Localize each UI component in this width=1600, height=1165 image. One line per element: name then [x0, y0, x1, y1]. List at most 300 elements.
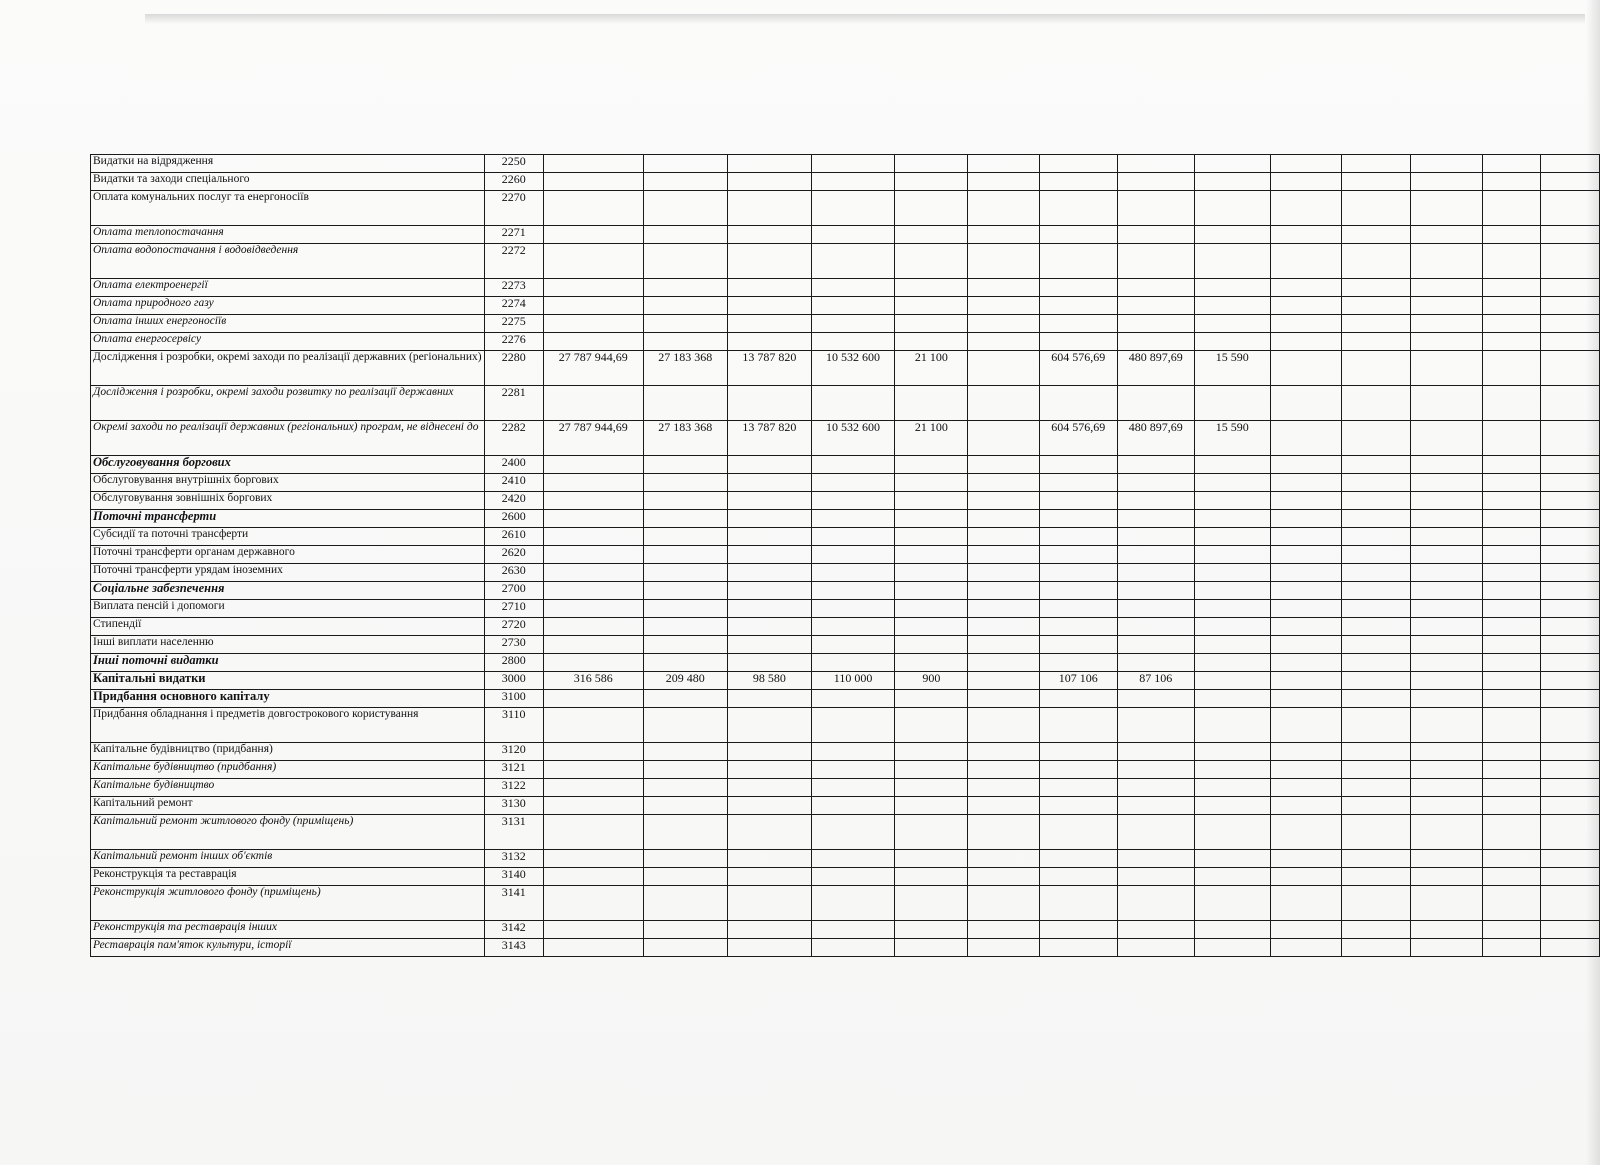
row-code-cell: 2600 — [484, 510, 543, 528]
value-cell — [895, 743, 968, 761]
value-cell — [1117, 279, 1194, 297]
table-row — [91, 921, 1600, 939]
value-cell — [1194, 600, 1270, 618]
value-cell — [728, 226, 812, 244]
value-cell — [1341, 939, 1410, 957]
value-cell — [1411, 297, 1482, 315]
value-cell — [1117, 546, 1194, 564]
row-name-cell: Реконструкція та реставрація інших — [91, 921, 485, 939]
value-cell — [1117, 636, 1194, 654]
value-cell — [1194, 279, 1270, 297]
row-name-cell: Соціальне забезпечення — [91, 582, 485, 600]
value-cell — [728, 279, 812, 297]
value-cell — [1540, 672, 1599, 690]
row-name-cell: Капітальний ремонт житлового фонду (приміщень) — [91, 815, 485, 850]
value-cell — [1039, 939, 1117, 957]
row-code-cell: 2700 — [484, 582, 543, 600]
row-name-cell: Видатки на відрядження — [91, 155, 485, 173]
value-cell — [1270, 690, 1341, 708]
value-cell — [1341, 492, 1410, 510]
table-row — [91, 779, 1600, 797]
table-row — [91, 226, 1600, 244]
value-cell — [643, 510, 728, 528]
value-cell — [968, 297, 1039, 315]
value-cell — [1411, 456, 1482, 474]
row-name-cell: Придбання обладнання і предметів довгострокового користування — [91, 708, 485, 743]
value-cell: 27 183 368 — [643, 351, 728, 386]
value-cell — [1540, 690, 1599, 708]
table-row — [91, 297, 1600, 315]
value-cell — [968, 618, 1039, 636]
value-cell — [728, 155, 812, 173]
value-cell — [728, 528, 812, 546]
value-cell — [543, 546, 643, 564]
value-cell — [1411, 279, 1482, 297]
value-cell — [1482, 191, 1540, 226]
value-cell — [1482, 815, 1540, 850]
value-cell — [643, 456, 728, 474]
value-cell — [1411, 600, 1482, 618]
value-cell — [543, 173, 643, 191]
row-code-cell: 2610 — [484, 528, 543, 546]
value-cell: 15 590 — [1194, 351, 1270, 386]
value-cell — [811, 528, 895, 546]
value-cell — [895, 155, 968, 173]
value-cell — [543, 921, 643, 939]
row-code-cell: 3110 — [484, 708, 543, 743]
value-cell — [1194, 850, 1270, 868]
value-cell — [1341, 386, 1410, 421]
value-cell — [811, 226, 895, 244]
row-code-cell: 2410 — [484, 474, 543, 492]
row-name-cell: Оплата водопостачання і водовідведення — [91, 244, 485, 279]
value-cell — [1482, 690, 1540, 708]
value-cell — [1194, 708, 1270, 743]
value-cell — [895, 510, 968, 528]
value-cell — [543, 279, 643, 297]
value-cell — [968, 546, 1039, 564]
row-name-cell: Дослідження і розробки, окремі заходи розвитку по реалізації державних — [91, 386, 485, 421]
value-cell: 604 576,69 — [1039, 351, 1117, 386]
table-row — [91, 672, 1600, 690]
value-cell — [1341, 456, 1410, 474]
row-name-cell: Капітальне будівництво (придбання) — [91, 743, 485, 761]
value-cell — [1341, 421, 1410, 456]
value-cell — [968, 779, 1039, 797]
value-cell — [728, 492, 812, 510]
value-cell — [1039, 868, 1117, 886]
value-cell — [1270, 850, 1341, 868]
value-cell — [811, 743, 895, 761]
value-cell — [728, 244, 812, 279]
table-row — [91, 474, 1600, 492]
value-cell: 13 787 820 — [728, 421, 812, 456]
value-cell — [1540, 582, 1599, 600]
row-name-cell: Капітальний ремонт інших об'єктів — [91, 850, 485, 868]
value-cell — [1482, 279, 1540, 297]
value-cell — [728, 474, 812, 492]
table-row — [91, 315, 1600, 333]
value-cell — [1117, 815, 1194, 850]
table-row — [91, 528, 1600, 546]
value-cell — [543, 761, 643, 779]
value-cell — [1540, 939, 1599, 957]
value-cell — [1411, 173, 1482, 191]
value-cell — [968, 386, 1039, 421]
value-cell — [1540, 797, 1599, 815]
row-code-cell: 3143 — [484, 939, 543, 957]
value-cell — [895, 886, 968, 921]
value-cell — [1540, 564, 1599, 582]
value-cell — [728, 761, 812, 779]
value-cell — [1270, 474, 1341, 492]
value-cell — [1482, 582, 1540, 600]
value-cell — [543, 333, 643, 351]
value-cell — [1270, 636, 1341, 654]
value-cell — [1117, 191, 1194, 226]
value-cell — [895, 492, 968, 510]
value-cell — [728, 921, 812, 939]
value-cell — [968, 510, 1039, 528]
value-cell — [1540, 333, 1599, 351]
value-cell: 110 000 — [811, 672, 895, 690]
value-cell — [968, 600, 1039, 618]
value-cell — [1540, 886, 1599, 921]
value-cell — [811, 155, 895, 173]
value-cell — [811, 244, 895, 279]
value-cell — [895, 761, 968, 779]
row-code-cell: 3141 — [484, 886, 543, 921]
value-cell — [728, 815, 812, 850]
value-cell — [543, 939, 643, 957]
table-row — [91, 761, 1600, 779]
value-cell — [895, 815, 968, 850]
value-cell — [543, 244, 643, 279]
value-cell — [1411, 708, 1482, 743]
value-cell — [1411, 492, 1482, 510]
value-cell — [1039, 546, 1117, 564]
row-code-cell: 2270 — [484, 191, 543, 226]
value-cell — [1194, 743, 1270, 761]
value-cell — [543, 886, 643, 921]
value-cell — [1117, 743, 1194, 761]
value-cell — [1482, 528, 1540, 546]
value-cell — [811, 492, 895, 510]
row-code-cell: 2730 — [484, 636, 543, 654]
value-cell — [1194, 226, 1270, 244]
value-cell — [1540, 297, 1599, 315]
value-cell — [1341, 510, 1410, 528]
value-cell — [728, 315, 812, 333]
row-code-cell: 2276 — [484, 333, 543, 351]
value-cell — [643, 779, 728, 797]
value-cell — [1039, 244, 1117, 279]
value-cell — [543, 815, 643, 850]
value-cell — [728, 886, 812, 921]
value-cell — [895, 850, 968, 868]
value-cell — [1540, 528, 1599, 546]
value-cell — [728, 690, 812, 708]
value-cell — [811, 690, 895, 708]
value-cell — [1117, 386, 1194, 421]
row-name-cell: Капітальні видатки — [91, 672, 485, 690]
value-cell — [1341, 528, 1410, 546]
value-cell — [1341, 546, 1410, 564]
table-row — [91, 690, 1600, 708]
value-cell — [1270, 421, 1341, 456]
value-cell — [968, 815, 1039, 850]
value-cell — [968, 761, 1039, 779]
value-cell — [728, 618, 812, 636]
value-cell — [895, 226, 968, 244]
table-row — [91, 850, 1600, 868]
value-cell — [1341, 850, 1410, 868]
value-cell — [643, 546, 728, 564]
value-cell — [1039, 582, 1117, 600]
value-cell — [1482, 654, 1540, 672]
value-cell — [895, 546, 968, 564]
value-cell — [1117, 779, 1194, 797]
value-cell: 87 106 — [1117, 672, 1194, 690]
value-cell: 209 480 — [643, 672, 728, 690]
value-cell — [1411, 226, 1482, 244]
value-cell — [1482, 921, 1540, 939]
value-cell — [1341, 743, 1410, 761]
value-cell — [1270, 582, 1341, 600]
row-name-cell: Стипендії — [91, 618, 485, 636]
value-cell — [1117, 333, 1194, 351]
value-cell — [1411, 850, 1482, 868]
value-cell — [1341, 921, 1410, 939]
value-cell — [1117, 315, 1194, 333]
value-cell — [728, 456, 812, 474]
row-code-cell: 2271 — [484, 226, 543, 244]
value-cell — [895, 244, 968, 279]
value-cell — [1270, 939, 1341, 957]
value-cell — [1482, 510, 1540, 528]
value-cell — [1039, 173, 1117, 191]
row-name-cell: Окремі заходи по реалізації державних (регіональних) програм, не віднесені до — [91, 421, 485, 456]
value-cell — [728, 546, 812, 564]
value-cell — [1540, 173, 1599, 191]
value-cell — [1270, 779, 1341, 797]
value-cell — [728, 386, 812, 421]
value-cell — [1194, 456, 1270, 474]
value-cell — [728, 297, 812, 315]
value-cell — [1341, 155, 1410, 173]
value-cell — [811, 510, 895, 528]
row-name-cell: Оплата інших енергоносіїв — [91, 315, 485, 333]
value-cell — [1482, 226, 1540, 244]
value-cell — [643, 155, 728, 173]
value-cell — [968, 155, 1039, 173]
value-cell: 27 787 944,69 — [543, 351, 643, 386]
row-code-cell: 3000 — [484, 672, 543, 690]
value-cell — [895, 708, 968, 743]
value-cell — [811, 297, 895, 315]
value-cell — [543, 297, 643, 315]
value-cell — [1039, 492, 1117, 510]
row-name-cell: Дослідження і розробки, окремі заходи по реалізації державних (регіональних) — [91, 351, 485, 386]
value-cell — [1039, 191, 1117, 226]
value-cell — [895, 333, 968, 351]
value-cell — [895, 654, 968, 672]
row-name-cell: Оплата комунальних послуг та енергоносіїв — [91, 191, 485, 226]
value-cell — [1039, 333, 1117, 351]
value-cell — [543, 315, 643, 333]
value-cell — [1194, 636, 1270, 654]
value-cell — [1194, 582, 1270, 600]
value-cell — [1270, 886, 1341, 921]
value-cell — [1341, 351, 1410, 386]
value-cell — [811, 600, 895, 618]
value-cell — [811, 618, 895, 636]
value-cell — [1540, 456, 1599, 474]
value-cell — [1039, 708, 1117, 743]
value-cell — [1117, 690, 1194, 708]
table-row — [91, 492, 1600, 510]
value-cell — [1540, 654, 1599, 672]
value-cell — [1540, 191, 1599, 226]
budget-expenditure-table — [90, 154, 1600, 957]
value-cell — [1411, 815, 1482, 850]
value-cell — [643, 815, 728, 850]
value-cell — [1341, 636, 1410, 654]
value-cell — [1341, 618, 1410, 636]
value-cell — [1270, 921, 1341, 939]
value-cell — [1039, 510, 1117, 528]
value-cell — [968, 474, 1039, 492]
value-cell: 107 106 — [1039, 672, 1117, 690]
row-code-cell: 3131 — [484, 815, 543, 850]
value-cell — [1482, 456, 1540, 474]
value-cell — [728, 333, 812, 351]
value-cell — [1482, 297, 1540, 315]
value-cell — [1117, 155, 1194, 173]
value-cell — [1411, 939, 1482, 957]
table-row — [91, 654, 1600, 672]
value-cell — [1194, 191, 1270, 226]
value-cell — [968, 690, 1039, 708]
value-cell — [1411, 546, 1482, 564]
value-cell — [1270, 761, 1341, 779]
value-cell — [811, 315, 895, 333]
table-row — [91, 600, 1600, 618]
value-cell — [811, 779, 895, 797]
value-cell — [1482, 600, 1540, 618]
value-cell — [1039, 279, 1117, 297]
value-cell — [543, 868, 643, 886]
value-cell — [1341, 226, 1410, 244]
value-cell — [895, 939, 968, 957]
row-name-cell: Капітальне будівництво (придбання) — [91, 761, 485, 779]
value-cell — [543, 386, 643, 421]
value-cell — [643, 654, 728, 672]
value-cell — [1341, 797, 1410, 815]
value-cell: 480 897,69 — [1117, 421, 1194, 456]
table-row — [91, 564, 1600, 582]
value-cell — [1117, 761, 1194, 779]
row-code-cell: 3122 — [484, 779, 543, 797]
value-cell — [895, 636, 968, 654]
value-cell — [1341, 333, 1410, 351]
row-code-cell: 2400 — [484, 456, 543, 474]
value-cell — [1117, 654, 1194, 672]
value-cell — [1194, 761, 1270, 779]
value-cell — [1482, 886, 1540, 921]
value-cell — [543, 564, 643, 582]
value-cell — [1540, 815, 1599, 850]
value-cell — [968, 921, 1039, 939]
value-cell — [1411, 868, 1482, 886]
row-name-cell: Інші поточні видатки — [91, 654, 485, 672]
value-cell — [1039, 761, 1117, 779]
value-cell — [1039, 815, 1117, 850]
row-name-cell: Капітальне будівництво — [91, 779, 485, 797]
value-cell — [1270, 191, 1341, 226]
value-cell — [811, 564, 895, 582]
row-code-cell: 3100 — [484, 690, 543, 708]
value-cell — [728, 779, 812, 797]
value-cell — [1194, 510, 1270, 528]
value-cell — [1270, 244, 1341, 279]
value-cell — [1194, 797, 1270, 815]
value-cell — [1540, 421, 1599, 456]
value-cell — [1117, 244, 1194, 279]
value-cell — [1482, 761, 1540, 779]
value-cell — [1194, 672, 1270, 690]
value-cell — [1194, 564, 1270, 582]
table-row — [91, 815, 1600, 850]
value-cell — [1482, 474, 1540, 492]
value-cell — [1194, 173, 1270, 191]
value-cell — [811, 582, 895, 600]
value-cell — [1482, 351, 1540, 386]
value-cell — [895, 173, 968, 191]
value-cell — [1117, 921, 1194, 939]
value-cell — [1540, 921, 1599, 939]
value-cell — [1270, 492, 1341, 510]
value-cell — [895, 868, 968, 886]
table-body — [91, 155, 1600, 957]
value-cell — [1540, 492, 1599, 510]
value-cell — [1540, 244, 1599, 279]
value-cell — [968, 850, 1039, 868]
row-code-cell: 2250 — [484, 155, 543, 173]
value-cell — [1482, 386, 1540, 421]
value-cell — [968, 456, 1039, 474]
value-cell — [1270, 351, 1341, 386]
value-cell — [643, 886, 728, 921]
scan-shadow-top — [145, 14, 1585, 24]
value-cell — [728, 510, 812, 528]
value-cell — [1411, 191, 1482, 226]
value-cell — [1039, 456, 1117, 474]
value-cell — [1341, 315, 1410, 333]
row-code-cell: 2620 — [484, 546, 543, 564]
value-cell — [643, 921, 728, 939]
value-cell — [1270, 510, 1341, 528]
value-cell — [543, 474, 643, 492]
value-cell — [1117, 939, 1194, 957]
row-name-cell: Субсидії та поточні трансферти — [91, 528, 485, 546]
value-cell — [1411, 886, 1482, 921]
value-cell — [1270, 564, 1341, 582]
value-cell — [1411, 636, 1482, 654]
value-cell — [1270, 618, 1341, 636]
table-row — [91, 456, 1600, 474]
value-cell — [968, 173, 1039, 191]
